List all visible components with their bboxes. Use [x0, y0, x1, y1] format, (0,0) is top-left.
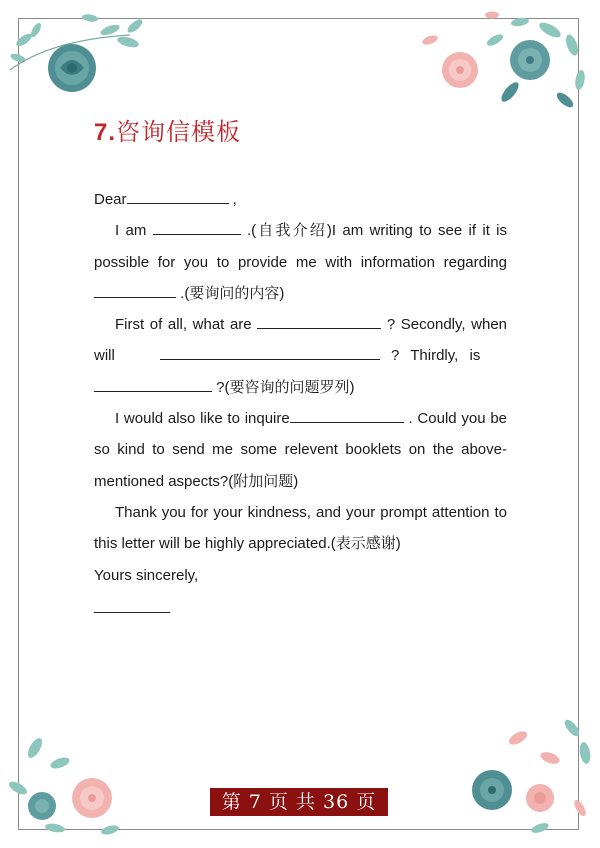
floral-decoration-bottom-right	[440, 708, 600, 848]
floral-decoration-top-right	[400, 0, 600, 120]
p2-text-a: First of all, what are	[115, 316, 258, 334]
inquiry-blank	[290, 408, 404, 423]
paragraph-additional	[94, 403, 507, 497]
p3-text-a: I would also like to inquire	[115, 410, 290, 428]
page-indicator: 第 7 页 共 36 页	[210, 788, 388, 816]
greeting-text: Dear	[94, 191, 127, 208]
p1-text-c: .(要询问的内容)	[176, 284, 285, 302]
page-title	[94, 112, 241, 147]
letter-closing: Yours sincerely,	[94, 566, 199, 584]
p2-text-d: ?(要咨询的问题罗列)	[212, 378, 355, 396]
question3-blank	[94, 377, 212, 392]
title-text: 咨询信模板	[116, 118, 242, 146]
greeting-end-text: ,	[228, 191, 237, 208]
floral-decoration-bottom-left	[0, 718, 160, 848]
paragraph-questions	[94, 309, 507, 403]
p2-text-b: ? Secondly, when will	[94, 316, 508, 365]
letter-body	[94, 184, 507, 613]
recipient-blank	[127, 189, 229, 204]
letter-greeting	[94, 184, 507, 215]
leaf-icon	[530, 717, 592, 834]
p2-text-c: ? Thirdly, is	[379, 347, 492, 365]
rose-icon	[28, 778, 112, 820]
question2-blank	[160, 345, 380, 360]
question1-blank	[257, 314, 381, 329]
name-blank	[153, 220, 241, 235]
title-number: 7.	[94, 119, 117, 146]
floral-decoration-top-left	[0, 0, 170, 110]
paragraph-introduction	[94, 215, 507, 309]
paragraph-thanks: Thank you for your kindness, and your prompt attention to this letter will be highly appreciated.(表示感谢)	[94, 503, 507, 553]
topic-blank	[94, 283, 176, 298]
p1-text-a: I am	[115, 222, 153, 240]
signature-blank	[94, 595, 170, 613]
rose-icon	[442, 40, 550, 88]
p3-text-b: . Could you be so kind to send me some relevent booklets on the above-mentioned aspects?(附加问题)	[94, 410, 508, 490]
p1-text-b: .(自我介绍)I am writing to see if it is possible for you to provide me with information regarding	[94, 222, 508, 271]
rose-icon	[48, 44, 96, 92]
rose-icon	[472, 770, 554, 812]
